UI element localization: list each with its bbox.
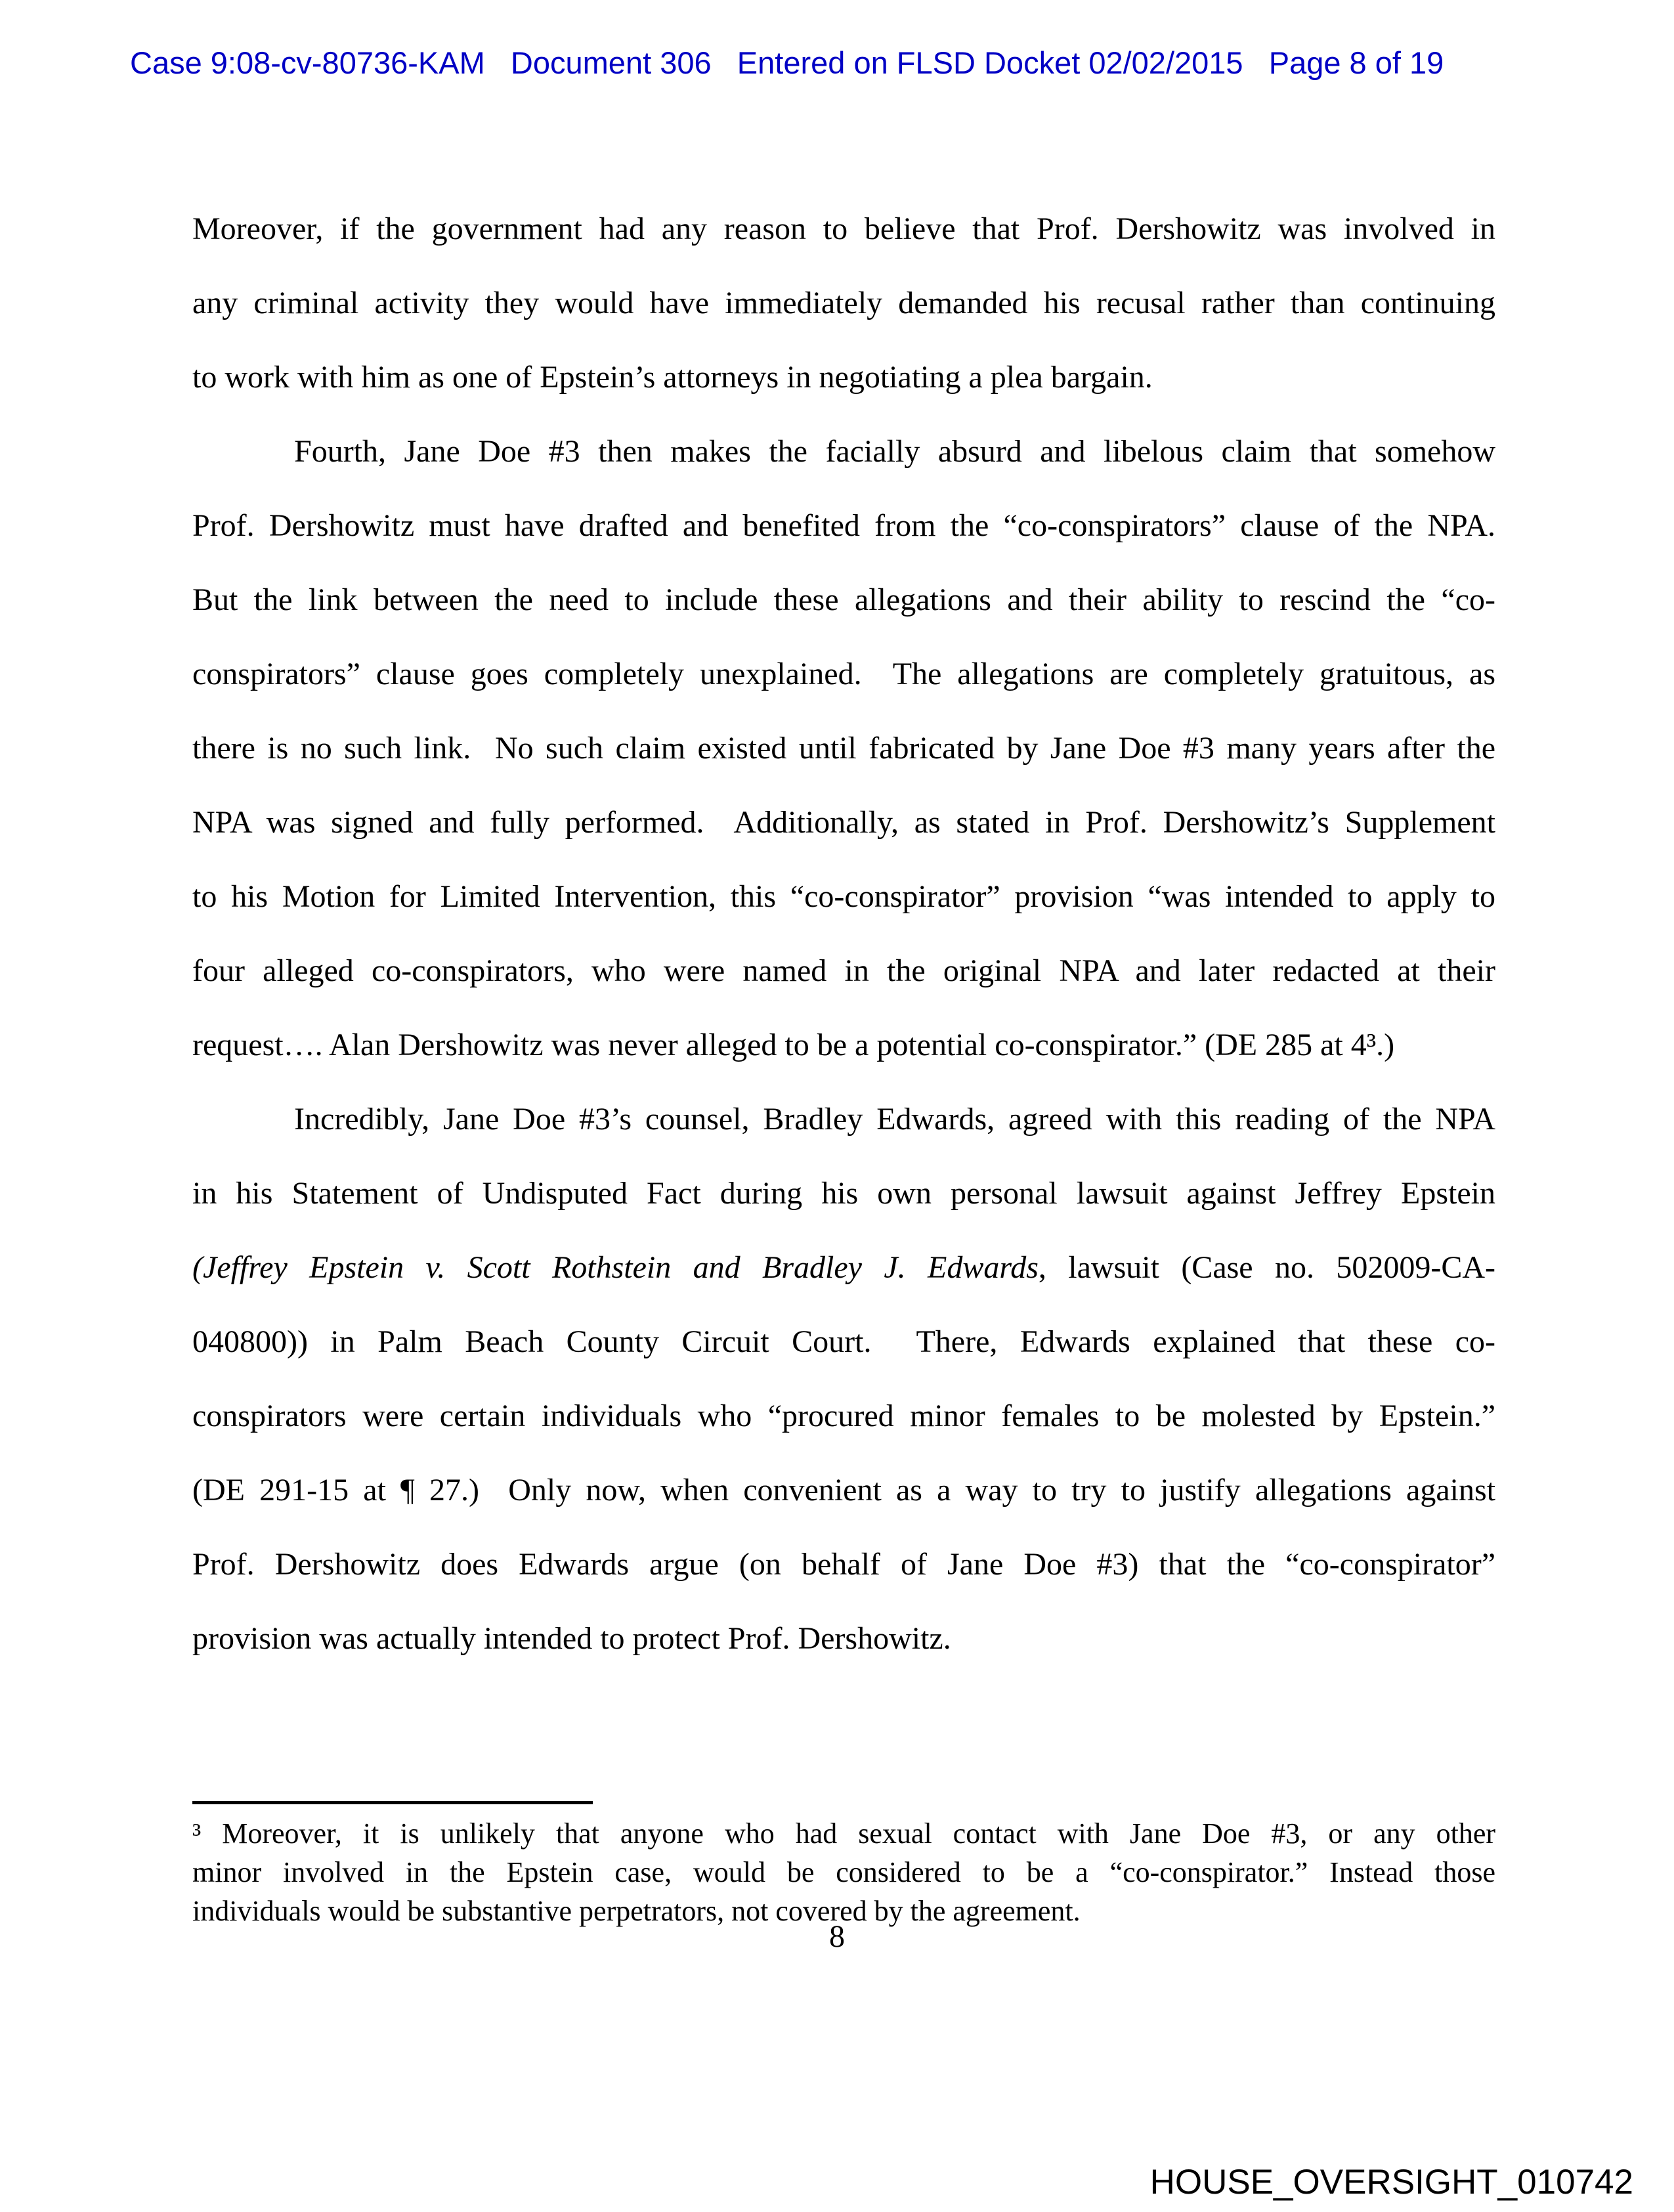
plain-text: , lawsuit (Case no. 502009-CA- bbox=[1038, 1250, 1495, 1285]
plain-text: in his Statement of Undisputed Fact during his own personal lawsuit against Jeffrey Epstein bbox=[192, 1176, 1495, 1211]
text-line bbox=[192, 1082, 1495, 1156]
plain-text: Moreover, if the government had any reason to believe that Prof. Dershowitz was involved in bbox=[192, 211, 1495, 246]
text-line bbox=[192, 1527, 1495, 1601]
text-line bbox=[192, 266, 1495, 340]
text-line bbox=[192, 1156, 1495, 1230]
plain-text: request…. Alan Dershowitz was never alleged to be a potential co-conspirator.” (DE 285 at 4³.) bbox=[192, 1028, 1395, 1062]
plain-text: minor involved in the Epstein case, would be considered to be a “co-conspirator.” Instead those bbox=[192, 1856, 1495, 1888]
plain-text: (DE 291-15 at ¶ 27.) Only now, when convenient as a way to try to justify allegations against bbox=[192, 1473, 1495, 1507]
text-line bbox=[192, 934, 1495, 1008]
page-number: 8 bbox=[829, 1919, 845, 1954]
plain-text: NPA was signed and fully performed. Additionally, as stated in Prof. Dershowitz’s Supplement bbox=[192, 805, 1495, 840]
plain-text: Incredibly, Jane Doe #3’s counsel, Bradley Edwards, agreed with this reading of the NPA bbox=[294, 1102, 1495, 1137]
plain-text: four alleged co-conspirators, who were named in the original NPA and later redacted at their bbox=[192, 953, 1495, 988]
document-body bbox=[192, 192, 1495, 1676]
paragraph bbox=[192, 1082, 1495, 1676]
footnote-text bbox=[192, 1814, 1495, 1930]
text-line bbox=[192, 637, 1495, 711]
text-line bbox=[192, 1453, 1495, 1527]
plain-text: to his Motion for Limited Intervention, this “co-conspirator” provision “was intended to apply to bbox=[192, 879, 1495, 914]
text-line bbox=[192, 340, 1495, 414]
text-line bbox=[192, 1601, 1495, 1676]
text-line bbox=[192, 785, 1495, 859]
plain-text: conspirators were certain individuals who “procured minor females to be molested by Epstein.” bbox=[192, 1399, 1495, 1433]
text-line bbox=[192, 192, 1495, 266]
paragraph bbox=[192, 192, 1495, 414]
italic-text: (Jeffrey Epstein v. Scott Rothstein and Bradley J. Edwards bbox=[192, 1250, 1039, 1285]
plain-text: individuals would be substantive perpetrators, not covered by the agreement. bbox=[192, 1895, 1081, 1927]
text-line bbox=[192, 1814, 1495, 1853]
footnote-separator bbox=[192, 1801, 593, 1804]
plain-text: But the link between the need to include these allegations and their ability to rescind the “co- bbox=[192, 582, 1495, 617]
text-line bbox=[192, 711, 1495, 785]
plain-text: to work with him as one of Epstein’s attorneys in negotiating a plea bargain. bbox=[192, 360, 1153, 395]
plain-text: 040800)) in Palm Beach County Circuit Court. There, Edwards explained that these co- bbox=[192, 1324, 1495, 1359]
text-line bbox=[192, 1305, 1495, 1379]
bates-stamp: HOUSE_OVERSIGHT_010742 bbox=[1149, 2163, 1633, 2201]
text-line bbox=[192, 563, 1495, 637]
plain-text: Prof. Dershowitz does Edwards argue (on behalf of Jane Doe #3) that the “co-conspirator” bbox=[192, 1547, 1495, 1582]
plain-text: any criminal activity they would have immediately demanded his recusal rather than continuing bbox=[192, 286, 1495, 320]
text-line bbox=[192, 1230, 1495, 1305]
text-line bbox=[192, 488, 1495, 563]
text-line bbox=[192, 1008, 1495, 1082]
plain-text: Prof. Dershowitz must have drafted and benefited from the “co-conspirators” clause of the NPA. bbox=[192, 508, 1495, 543]
text-line bbox=[192, 1379, 1495, 1453]
plain-text: ³ Moreover, it is unlikely that anyone who had sexual contact with Jane Doe #3, or any other bbox=[192, 1817, 1495, 1850]
plain-text: provision was actually intended to protect Prof. Dershowitz. bbox=[192, 1621, 951, 1656]
plain-text: conspirators” clause goes completely unexplained. The allegations are completely gratuitous, as bbox=[192, 657, 1495, 691]
paragraph bbox=[192, 1814, 1495, 1930]
plain-text: Fourth, Jane Doe #3 then makes the facially absurd and libelous claim that somehow bbox=[294, 434, 1495, 469]
text-line bbox=[192, 859, 1495, 934]
case-header: Case 9:08-cv-80736-KAM Document 306 Entered on FLSD Docket 02/02/2015 Page 8 of 19 bbox=[130, 45, 1444, 80]
plain-text: there is no such link. No such claim existed until fabricated by Jane Doe #3 many years after the bbox=[192, 731, 1495, 766]
text-line bbox=[192, 414, 1495, 488]
paragraph bbox=[192, 414, 1495, 1082]
text-line bbox=[192, 1853, 1495, 1892]
